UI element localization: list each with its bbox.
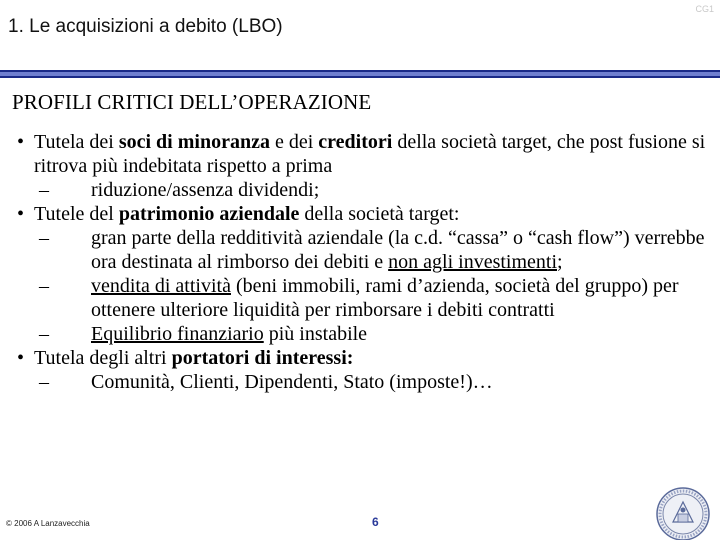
bullet-text: e dei <box>269 131 319 153</box>
university-seal-icon <box>652 484 714 540</box>
sub-bullet-item <box>0 370 712 394</box>
dash-marker: – <box>39 371 49 393</box>
bullet-bold-text: patrimonio aziendale <box>118 203 300 225</box>
sub-bullet-underlined-text: non agli investimenti <box>388 251 558 273</box>
header-rule <box>0 70 720 78</box>
sub-bullet-text: (beni immobili, rami d’azienda, società del gruppo) per ottenere ulteriore liquidità per rimborsare i debiti contratti <box>91 275 679 321</box>
bullet-item <box>0 202 712 226</box>
slide-heading: PROFILI CRITICI DELL’OPERAZIONE <box>12 90 372 114</box>
sub-bullet-item <box>0 226 712 274</box>
sub-bullet-underlined-text: vendita di attività <box>91 275 231 297</box>
dash-marker: – <box>39 227 49 249</box>
bullet-list <box>0 130 712 394</box>
bullet-item <box>0 346 712 370</box>
sub-bullet-item <box>0 322 712 346</box>
bullet-text: Tutela dei <box>34 131 119 153</box>
sub-bullet-text: più instabile <box>263 323 368 345</box>
dash-marker: – <box>39 275 49 297</box>
slide-code: CG1 <box>695 4 714 14</box>
bullet-marker: • <box>17 203 25 225</box>
dash-marker: – <box>39 179 49 201</box>
bullet-bold-text: creditori <box>318 131 393 153</box>
bullet-text: della società target: <box>299 203 460 225</box>
sub-bullet-text: Comunità, Clienti, Dipendenti, Stato (imposte!)… <box>91 371 493 393</box>
sub-bullet-text: ; <box>557 251 563 273</box>
bullet-bold-text: soci di minoranza <box>118 131 270 153</box>
bullet-text: della società target, che post fusione si ritrova più indebitata rispetto a prima <box>34 131 706 177</box>
page-number: 6 <box>372 515 379 529</box>
bullet-text: Tutela degli altri <box>34 347 172 369</box>
sub-bullet-text: riduzione/assenza dividendi; <box>91 179 320 201</box>
bullet-item <box>0 130 712 178</box>
bullet-bold-text: portatori di interessi: <box>171 347 354 369</box>
header-title: 1. Le acquisizioni a debito (LBO) <box>8 16 283 37</box>
bullet-text: Tutele del <box>34 203 119 225</box>
sub-bullet-text: gran parte della redditività aziendale (la c.d. “cassa” o “cash flow”) verrebbe ora destinata al rimborso dei debiti e <box>91 227 705 273</box>
bullet-marker: • <box>17 347 25 369</box>
sub-bullet-item <box>0 274 712 322</box>
footer-copyright: © 2006 A Lanzavecchia <box>6 519 90 528</box>
dash-marker: – <box>39 323 49 345</box>
sub-bullet-underlined-text: Equilibrio finanziario <box>91 323 264 345</box>
bullet-marker: • <box>17 131 25 153</box>
sub-bullet-item <box>0 178 712 202</box>
